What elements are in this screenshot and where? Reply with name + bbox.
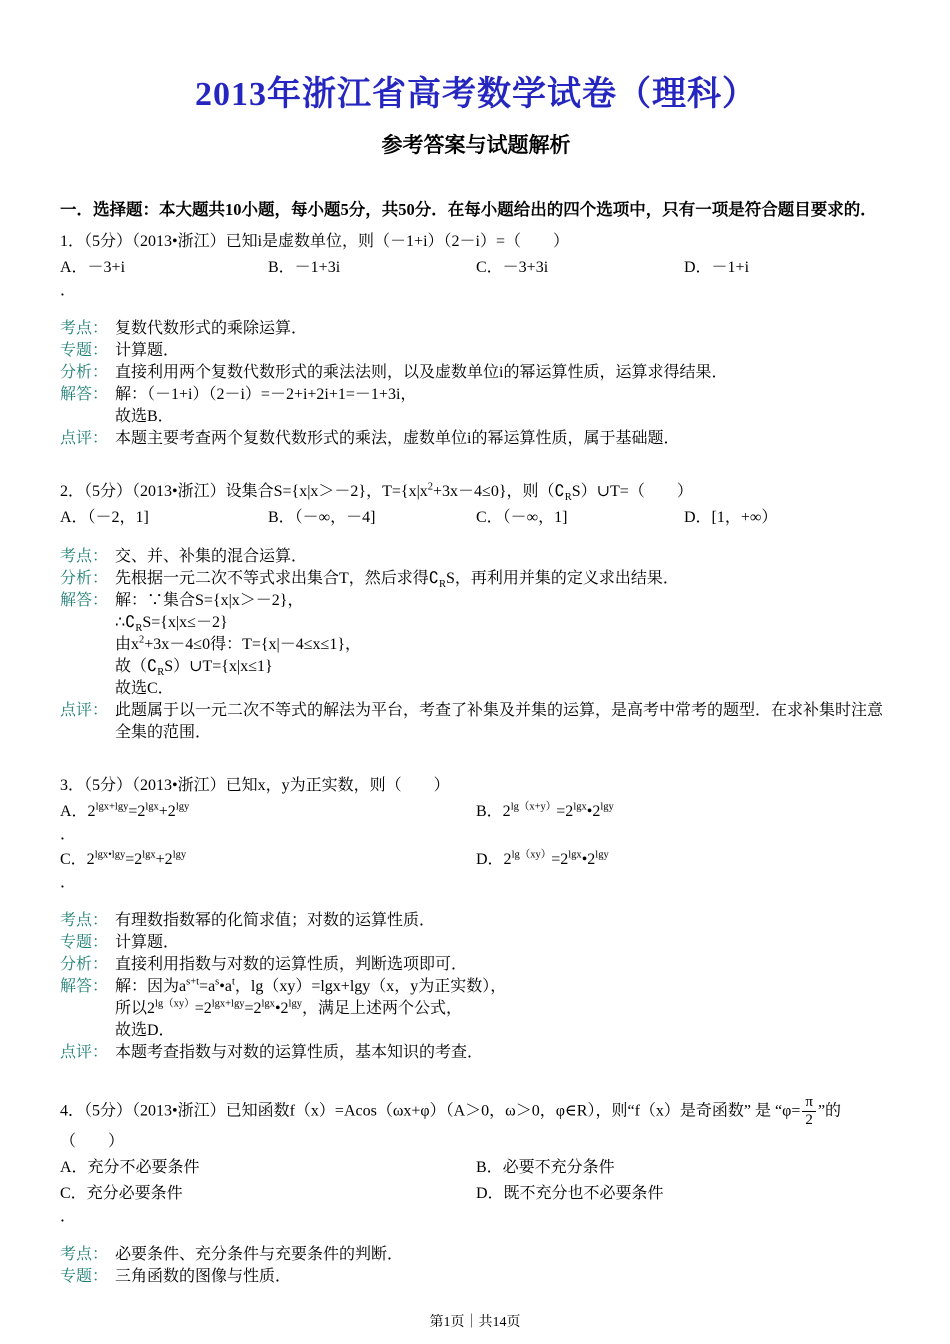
option-b: B．$2^{lg(x+y)}=2^{lgx}•2^{lgy}$ [476,801,614,820]
stray-period: ． [60,874,77,891]
question-2 [60,480,892,744]
page-title: 2013年浙江省高考数学试卷（理科） [195,76,757,113]
note-label: 考点： [60,912,109,929]
question-1-notes [60,318,892,450]
option-c: C．充分必要条件 [60,1184,183,1202]
note-content: 计算题． [115,342,180,359]
option-c: C．（－∞，1] [476,509,568,526]
question-2-options [60,506,892,530]
option-c: C．$2^{lgx•lgy}=2^{lgx}+2^{lgy}$ [60,849,187,868]
note-content: 本题考查指数与对数的运算性质，基本知识的考查． [115,1044,484,1061]
option-d: D．$2^{lg(xy)}=2^{lgx}•2^{lgy}$ [476,849,609,868]
note-row [60,362,892,384]
note-row [60,932,892,954]
stray-period: ． [60,826,77,843]
note-content: 解：（－1+i）（2－i）=－2+i+2i+1=－1+3i， 故选B． [115,386,417,425]
option-a: A．（－2，1] [60,509,149,526]
note-row [60,1266,892,1288]
note-row [60,700,892,744]
question-4-options-row-2 [60,1182,892,1206]
question-1-stem: 1．（5分）（2013•浙江）已知i是虚数单位，则（－1+i）（2－i）=（ ） [60,233,569,250]
note-label: 点评： [60,430,109,447]
page-footer: 第1页｜共14页 [429,1315,521,1330]
stray-period: ． [60,282,77,299]
option-a: A．充分不必要条件 [60,1158,200,1176]
note-label: 考点： [60,320,109,337]
question-3-notes [60,910,892,1064]
note-content: 必要条件、充分条件与充要条件的判断． [115,1245,404,1263]
note-content: 直接利用指数与对数的运算性质，判断选项即可． [115,956,468,973]
question-4-options-row-1 [60,1156,892,1180]
note-row [60,1042,892,1064]
option-c: C．－3+3i [476,259,549,276]
option-d: D．既不充分也不必要条件 [476,1184,664,1202]
note-label: 解答： [60,592,109,609]
note-label: 点评： [60,702,109,719]
note-content: 直接利用两个复数代数形式的乘法法则，以及虚数单位i的幂运算性质，运算求得结果． [115,364,728,381]
option-b: B．必要不充分条件 [476,1158,615,1176]
note-row [60,976,892,1042]
note-content: 交、并、补集的混合运算． [115,548,308,565]
question-4-notes [60,1244,892,1288]
note-label: 解答： [60,978,109,995]
option-b: B．（－∞，－4] [268,509,376,526]
note-row [60,384,892,428]
question-1-options [60,256,892,280]
option-a: A．－3+i [60,259,126,276]
question-3-options-row-2 [60,848,892,872]
note-content: 计算题． [115,934,180,951]
note-label: 专题： [60,342,109,359]
note-row [60,318,892,340]
option-b: B．－1+3i [268,259,341,276]
note-label: 专题： [60,1267,109,1285]
note-label: 考点： [60,1245,109,1263]
question-2-stem: 2．（5分）（2013•浙江）设集合S={x|x＞－2}，$T=\{x|x^2+3x-4\le 0\}$，则$(∁_RS)\cup T=$（ ） [60,481,693,504]
note-content: 复数代数形式的乘除运算． [115,320,308,337]
note-row [60,954,892,976]
question-4 [60,1094,892,1288]
option-d: D．[1，+∞） [684,509,778,526]
note-content: 先根据一元二次不等式求出集合T，然后求得$∁_RS$，再利用并集的定义求出结果． [115,570,679,591]
option-d: D．－1+i [684,259,750,276]
question-1 [60,230,892,450]
note-content: 解：因为$a^{s+t}=a^s•a^t$，lg（xy）=lgx+lgy（x，y为正实数）， 所以$2^{lg(xy)}=2^{lgx+lgy}=2^{lgx}•2^{lgy}$，满足上述两个公式， 故选D． [115,976,507,1039]
note-row [60,1244,892,1266]
question-3-options-row-1 [60,800,892,824]
note-label: 解答： [60,386,109,403]
note-row [60,546,892,568]
note-label: 分析： [60,570,109,587]
section-heading: 一．选择题：本大题共10小题，每小题5分，共50分．在每小题给出的四个选项中，只有一项是符合题目要求的． [60,200,877,219]
note-content: 三角函数的图像与性质． [115,1267,292,1285]
option-a: A．$2^{lgx+lgy}=2^{lgx}+2^{lgy}$ [60,801,190,820]
stray-period: ． [60,1207,77,1225]
note-row [60,910,892,932]
note-label: 考点： [60,548,109,565]
note-row [60,590,892,700]
note-label: 专题： [60,934,109,951]
note-row [60,340,892,362]
note-row [60,428,892,450]
note-content: 解：∵集合S={x|x＞－2}， $\therefore∁_RS=\{x|x\le-2\}$ 由$x^2+3x-4\le 0$得：T={x|－4≤x≤1}， 故$(∁_RS)\cup T=\{x|x\le 1\}$ 故选C． [115,592,361,697]
note-label: 分析： [60,956,109,973]
note-label: 分析： [60,364,109,381]
question-3 [60,774,892,1064]
note-content: 本题主要考查两个复数代数形式的乘法，虚数单位i的幂运算性质，属于基础题． [115,430,680,447]
note-content: 有理数指数幂的化简求值；对数的运算性质． [115,912,436,929]
note-content: 此题属于以一元二次不等式的解法为平台，考查了补集及并集的运算，是高考中常考的题型．在求补集时注意全集的范围． [115,702,884,741]
note-label: 点评： [60,1044,109,1061]
question-3-stem: 3．（5分）（2013•浙江）已知x，y为正实数，则（ ） [60,777,450,794]
question-4-stem: 4．（5分）（2013•浙江）已知函数f（x）=Acos（ωx+φ）（A＞0，ω＞0，φ∈R），则“f（x）是奇函数” 是 “φ= $\frac{\pi}{2}$ ”的（ ） [60,1094,842,1150]
note-row [60,568,892,590]
page-subtitle: 参考答案与试题解析 [381,133,571,157]
question-2-notes [60,546,892,744]
